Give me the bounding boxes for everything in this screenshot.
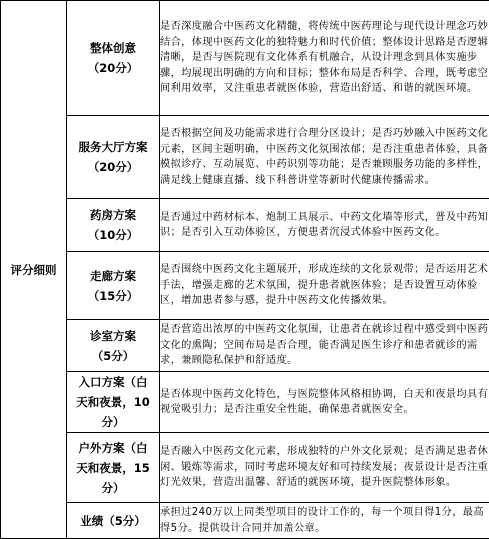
criterion-name-cell xyxy=(67,116,160,199)
criterion-name-line: 走廊方案 xyxy=(67,266,159,286)
table-row xyxy=(1,199,489,252)
criterion-name-line: （15分） xyxy=(67,286,159,306)
criterion-name-line: 服务大厅方案 xyxy=(67,137,159,157)
criterion-name-line: （5分） xyxy=(67,346,159,366)
criterion-name-cell xyxy=(67,433,160,503)
group-label-cell: 评分细则 xyxy=(1,1,67,539)
criterion-description-cell: 是否通过中药材标本、炮制工具展示、中药文化墙等形式，普及中药知识；是否引入互动体验区，方便患者沉浸式体验中医药文化。 xyxy=(160,199,489,252)
criterion-description-cell: 是否体现中医药文化特色，与医院整体风格相协调，白天和夜景均具有视觉吸引力；是否注重安全性能，确保患者就医安全。 xyxy=(160,372,489,433)
criterion-name-line: （10分） xyxy=(67,225,159,245)
criterion-name-line: 整体创意 xyxy=(67,38,159,58)
criterion-description-cell: 是否根据空间及功能需求进行合理分区设计；是否巧妙融入中医药文化元素，区间主题明确，中医药文化氛围浓郁；是否注重患者体验，具备模拟诊疗、互动展览、中药识别等功能；是否兼顾服务功能的多样性，满足线上健康直播、线下科普讲堂等新时代健康传播需求。 xyxy=(160,116,489,199)
criterion-name-line: 入口方案（白 xyxy=(67,372,159,392)
table-row xyxy=(1,503,489,539)
criterion-name-line: 天和夜景，15 xyxy=(67,458,159,478)
criterion-name-cell xyxy=(67,320,160,372)
table-row xyxy=(1,1,489,116)
criterion-name-cell xyxy=(67,252,160,320)
criterion-name-line: （20分） xyxy=(67,157,159,177)
criterion-description-cell: 是否围绕中医药文化主题展开，形成连续的文化景观带；是否运用艺术手法，增强走廊的艺术氛围，提升患者就医体验；是否设置互动体验区，增加患者参与感，提升中医药文化传播效果。 xyxy=(160,252,489,320)
table-row xyxy=(1,433,489,503)
criterion-name-line: 业绩（5分） xyxy=(67,511,159,531)
criterion-name-line: 分） xyxy=(67,478,159,498)
criterion-description-cell: 是否深度融合中医药文化精髓，将传统中医药理论与现代设计理念巧妙结合，体现中医药文化的独特魅力和时代价值；整体设计思路是否逻辑清晰，是否与医院现有文化体系有机融合，从设计理念到具体实施步骤，均展现出明确的方向和目标；整体布局是否科学、合理，既考虑空间利用效率，又注重患者就医体验，营造出舒适、和谐的就医环境。 xyxy=(160,1,489,116)
table-row xyxy=(1,252,489,320)
criterion-name-line: （20分） xyxy=(67,58,159,78)
criterion-description-cell: 是否营造出浓厚的中医药文化氛围，让患者在就诊过程中感受到中医药文化的熏陶；空间布局是否合理，能否满足医生诊疗和患者就诊的需求，兼顾隐私保护和舒适度。 xyxy=(160,320,489,372)
table-row xyxy=(1,320,489,372)
criterion-name-cell xyxy=(67,199,160,252)
criterion-name-cell xyxy=(67,1,160,116)
criterion-name-line: 药房方案 xyxy=(67,205,159,225)
criterion-description-cell: 是否融入中医药文化元素，形成独特的户外文化景观；是否满足患者休闲、锻炼等需求，同时考虑环境友好和可持续发展；夜景设计是否注重灯光效果，营造出温馨、舒适的就医环境，提升医院整体形象。 xyxy=(160,433,489,503)
criterion-description-cell: 承担过240万以上同类型项目的设计工作的，每一个项目得1分，最高得5分。提供设计合同并加盖公章。 xyxy=(160,503,489,539)
criterion-name-line: 诊室方案 xyxy=(67,326,159,346)
criterion-name-cell xyxy=(67,503,160,539)
criterion-name-line: 分） xyxy=(67,412,159,432)
table-row xyxy=(1,372,489,433)
table-row xyxy=(1,116,489,199)
criterion-name-line: 天和夜景，10 xyxy=(67,392,159,412)
criterion-name-cell xyxy=(67,372,160,433)
criterion-name-line: 户外方案（白 xyxy=(67,438,159,458)
